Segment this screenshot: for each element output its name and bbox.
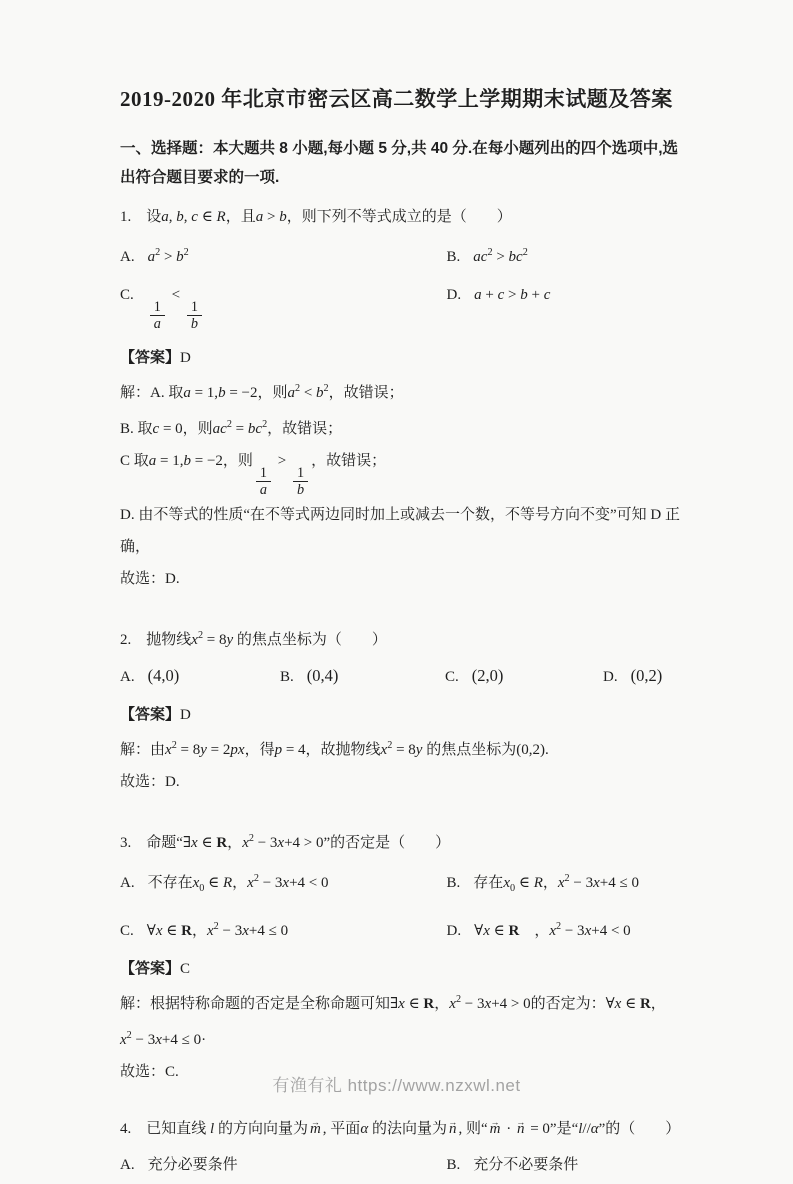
option-formula: $\frac{1}{a}$ < $\frac{1}{b}$ (147, 287, 205, 303)
option-formula: (2,0) (471, 665, 504, 685)
question-3-option-d (447, 908, 683, 950)
question-4-option-b (447, 1146, 683, 1184)
option-label: A. (120, 874, 135, 891)
option-label: A. (120, 1156, 135, 1173)
question-2-option-b (280, 657, 445, 696)
solution-line: B. 取c = 0，则$ac^2 = bc^2$，故错误； (120, 418, 343, 437)
question-2-stem: 2. 抛物线$x^2 = 8y$ 的焦点坐标为（ ） (120, 629, 387, 648)
solution-line: 故选：D. (120, 773, 180, 790)
question-3-stem: 3. 命题“∃x ∈ R，$x^2 - 3x+4 > 0$”的否定是（ ） (120, 832, 451, 851)
option-text: 充分不必要条件 (473, 1156, 579, 1173)
option-label: C. (445, 668, 459, 685)
option-label: B. (446, 249, 461, 265)
question-2-option-d (603, 657, 683, 696)
question-1-option-a (120, 234, 447, 276)
question-3-options (120, 860, 683, 950)
question-2 (120, 621, 683, 798)
option-text: 充分必要条件 (147, 1156, 238, 1173)
option-label: D. (603, 668, 618, 685)
question-1-answer (120, 343, 683, 373)
option-label: A. (120, 249, 135, 265)
option-label: D. (446, 287, 462, 303)
question-3-answer (120, 954, 683, 984)
section-header: 一、选择题：本大题共 8 小题,每小题 5 分,共 40 分.在每小题列出的四个选项中,选出符合题目要求的一项. (120, 140, 679, 186)
watermark-link[interactable]: 有渔有礼 https://www.nzxwl.net (272, 1076, 521, 1095)
question-1-option-c (120, 276, 447, 339)
solution-line: $x^2 - 3x+4 \le 0\cdot$ (120, 1029, 207, 1048)
question-1 (120, 202, 683, 595)
option-formula: 存在$x_0$ ∈ R，$x^2 - 3x+4 \le 0$ (473, 872, 639, 894)
option-label: D. (446, 922, 462, 939)
question-4-options (120, 1146, 683, 1184)
question-2-option-c (445, 657, 603, 696)
answer-letter: D (180, 349, 191, 366)
page-title: 2019-2020 年北京市密云区高二数学上学期期末试题及答案 (120, 87, 673, 111)
answer-tag: 【答案】 (120, 705, 181, 723)
question-3 (120, 824, 683, 1088)
solution-line: 故选：C. (120, 1063, 179, 1080)
option-label: C. (120, 922, 134, 939)
question-3-option-c (120, 908, 447, 950)
question-2-answer (120, 700, 683, 730)
solution-line: 解：根据特称命题的否定是全称命题可知∃x ∈ R，$x^2 - 3x+4 > 0$的否定为：∀x ∈ R， (120, 993, 666, 1012)
option-formula: ∀x ∈ R，$x^2 - 3x+4 \le 0$ (146, 920, 289, 939)
solution-line: 故选：D. (120, 570, 180, 587)
option-formula: (0,2) (630, 665, 663, 685)
solution-line: 解：由$x^2 = 8y = 2px$，得p = 4，故抛物线$x^2 = 8y$ 的焦点坐标为(0,2). (120, 739, 549, 758)
answer-tag: 【答案】 (120, 348, 181, 366)
option-formula: $a^2 > b^2$ (147, 247, 189, 265)
answer-letter: C (180, 960, 191, 977)
solution-line: D. 由不等式的性质“在不等式两边同时加上或减去一个数，不等号方向不变”可知 D 正确， (120, 506, 680, 555)
solution-line: C 取a = 1,b = −2，则 $\frac{1}{a}$ > $\frac{1}{b}$ ，故错误； (120, 452, 387, 499)
question-1-stem: 1. 设a, b, c ∈ R，且a > b，则下列不等式成立的是（ ） (120, 209, 512, 225)
option-formula: (0,4) (306, 665, 339, 685)
solution-line: 解：A. 取a = 1,b = −2，则$a^2 < b^2$，故错误； (120, 382, 404, 401)
question-2-solution (120, 730, 683, 798)
option-formula: (4,0) (147, 665, 180, 685)
option-label: B. (446, 1156, 461, 1173)
question-4 (120, 1114, 683, 1184)
option-formula: ∀x ∈ R ，$x^2 - 3x+4 < 0$ (474, 920, 631, 939)
site-watermark (0, 1071, 793, 1096)
option-formula: $ac^2 > bc^2$ (473, 247, 528, 265)
question-1-option-d (447, 276, 683, 339)
question-4-stem: 4. 已知直线 l 的方向向量为 → m , 平面α 的法向量为 → n , 则“ → m · → n = 0”是“l//α”的（ ） (120, 1114, 683, 1144)
option-label: A. (120, 668, 135, 685)
question-3-option-b (447, 860, 683, 908)
question-3-option-a (120, 860, 447, 908)
option-label: B. (280, 668, 294, 685)
answer-letter: D (180, 706, 191, 723)
question-2-option-a (120, 657, 280, 696)
question-4-option-a (120, 1146, 447, 1184)
question-1-options (120, 234, 683, 339)
option-formula: 不存在$x_0$ ∈ R，$x^2 - 3x+4 < 0$ (147, 872, 329, 894)
option-label: B. (446, 874, 461, 891)
option-label: C. (120, 287, 134, 303)
option-formula: a + c > b + c (474, 287, 551, 303)
question-1-option-b (447, 234, 683, 276)
question-1-solution (120, 373, 683, 595)
answer-tag: 【答案】 (120, 959, 181, 977)
question-2-options (120, 657, 683, 696)
